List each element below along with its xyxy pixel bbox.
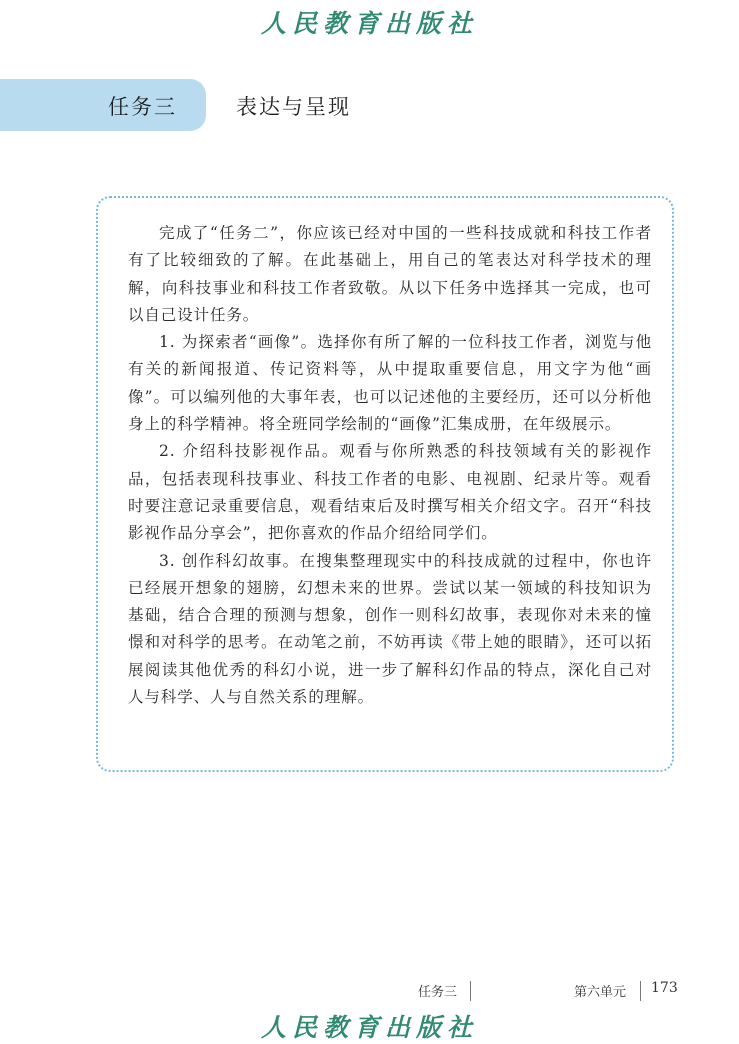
publisher-logo-bottom: 人民教育出版社 [260,1013,478,1042]
task-option-1-paragraph: 1. 为探索者“画像”。选择你有所了解的一位科技工作者，浏览与他有关的新闻报道、传记资料等，从中提取重要信息，用文字为他“画像”。可以编列他的大事年表，也可以记述他的主要经历，还可以分析他身上的科学精神。将全班同学绘制的“画像”汇集成册，在年级展示。 [128,333,652,434]
footer-unit-label: 第六单元 [574,985,627,1000]
task-content-text [128,220,652,711]
task-option-2-paragraph: 2. 介绍科技影视作品。观看与你所熟悉的科技领域有关的影视作品，包括表现科技事业、科技工作者的电影、电视剧、纪录片等。观看时要注意记录重要信息，观看结束后及时撰写相关介绍文字。召开“科技影视作品分享会”，把你喜欢的作品介绍给同学们。 [128,442,652,543]
footer-task-label: 任务三 [418,985,458,1000]
footer-divider [640,981,641,1001]
page-number: 173 [651,980,678,996]
task-option-3-paragraph: 3. 创作科幻故事。在搜集整理现实中的科技成就的过程中，你也许已经展开想象的翅膀，幻想未来的世界。尝试以某一领域的科技知识为基础，结合合理的预测与想象，创作一则科幻故事，表现你对未来的憧憬和对科学的思考。在动笔之前，不妨再读《带上她的眼睛》，还可以拓展阅读其他优秀的科幻小说，进一步了解科幻作品的特点，深化自己对人与科学、人与自然关系的理解。 [128,551,652,707]
intro-paragraph: 完成了“任务二”，你应该已经对中国的一些科技成就和科技工作者有了比较细致的了解。在此基础上，用自己的笔表达对科学技术的理解，向科技事业和科技工作者致敬。从以下任务中选择其一完成，也可以自己设计任务。 [128,224,652,324]
section-tab-label: 任务三 [108,95,177,119]
section-title: 表达与呈现 [236,95,351,119]
publisher-logo-top: 人民教育出版社 [260,9,478,38]
footer-divider [470,981,471,1001]
